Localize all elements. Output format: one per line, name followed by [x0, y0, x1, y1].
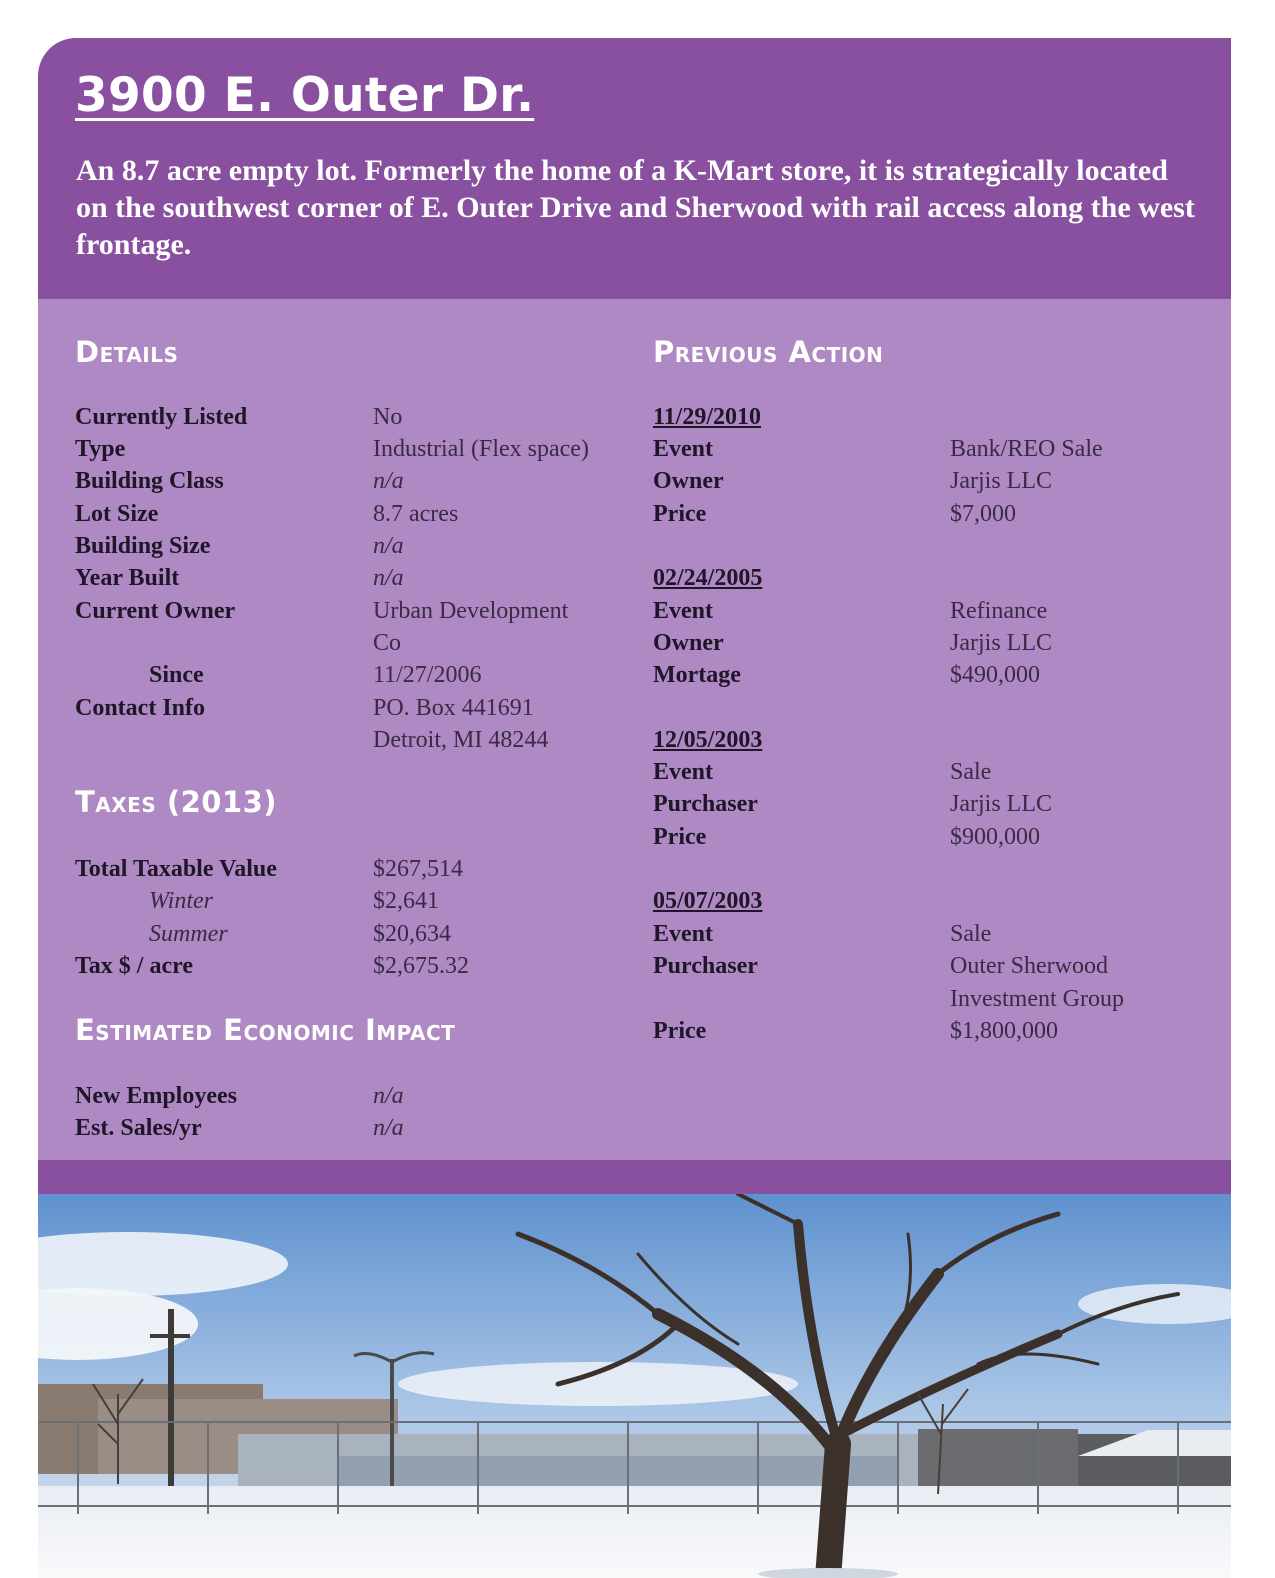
event-label: Owner — [653, 630, 724, 656]
details-value: PO. Box 441691 — [373, 695, 534, 721]
taxes-value: $20,634 — [373, 921, 451, 947]
header-panel — [38, 38, 1231, 299]
event-label: Price — [653, 1018, 707, 1044]
details-label: Year Built — [75, 565, 180, 591]
event-date: 11/29/2010 — [653, 404, 762, 430]
event-label: Price — [653, 824, 707, 850]
event-value: Sale — [950, 921, 992, 947]
event-date: 12/05/2003 — [653, 727, 763, 753]
taxes-label: Total Taxable Value — [75, 856, 277, 882]
details-heading: Details — [75, 335, 179, 369]
property-description: An 8.7 acre empty lot. Formerly the home of a K-Mart store, it is strategically located on the southwest corner of E. Outer Drive and Sherwood with rail access along the west frontage. — [76, 154, 1195, 261]
impact-label: New Employees — [75, 1083, 237, 1109]
details-label: Lot Size — [75, 501, 159, 527]
details-value: No — [373, 404, 403, 430]
event-label: Event — [653, 436, 713, 462]
event-label: Purchaser — [653, 791, 758, 817]
details-panel — [38, 299, 1231, 1160]
details-value: 8.7 acres — [373, 501, 459, 527]
details-value: 11/27/2006 — [373, 662, 482, 688]
event-value: Refinance — [950, 598, 1048, 624]
taxes-value: $2,641 — [373, 888, 439, 914]
event-value: Jarjis LLC — [950, 791, 1052, 817]
event-label: Mortage — [653, 662, 741, 688]
event-label: Event — [653, 921, 713, 947]
event-date: 05/07/2003 — [653, 888, 763, 914]
details-value-continued: Detroit, MI 48244 — [373, 727, 549, 753]
taxes-heading: Taxes (2013) — [75, 785, 278, 819]
details-label: Currently Listed — [75, 404, 248, 430]
event-value: Jarjis LLC — [950, 630, 1052, 656]
previous-action-heading: Previous Action — [653, 335, 884, 369]
event-value: Bank/REO Sale — [950, 436, 1103, 462]
event-value: Sale — [950, 759, 992, 785]
details-value: n/a — [373, 533, 404, 559]
details-label: Type — [75, 436, 126, 462]
event-label: Purchaser — [653, 953, 758, 979]
event-value: $7,000 — [950, 501, 1016, 527]
event-value: Jarjis LLC — [950, 468, 1052, 494]
property-card — [38, 38, 1231, 1578]
taxes-value: $2,675.32 — [373, 953, 469, 979]
details-value: n/a — [373, 565, 404, 591]
impact-label: Est. Sales/yr — [75, 1115, 202, 1141]
details-value: Industrial (Flex space) — [373, 436, 589, 462]
event-value: $900,000 — [950, 824, 1040, 850]
details-label: Contact Info — [75, 695, 205, 721]
taxes-label: Summer — [149, 921, 228, 947]
event-value: Outer Sherwood — [950, 953, 1108, 979]
property-title: 3900 E. Outer Dr. — [75, 68, 535, 123]
details-label: Current Owner — [75, 598, 236, 624]
event-label: Event — [653, 759, 713, 785]
details-label: Since — [149, 662, 204, 688]
taxes-label: Tax $ / acre — [75, 953, 193, 979]
details-label: Building Size — [75, 533, 211, 559]
event-date: 02/24/2005 — [653, 565, 763, 591]
event-value-continued: Investment Group — [950, 986, 1124, 1012]
details-value: Urban Development — [373, 598, 569, 624]
taxes-value: $267,514 — [373, 856, 463, 882]
event-label: Price — [653, 501, 707, 527]
impact-heading: Estimated Economic Impact — [75, 1013, 456, 1047]
divider-band — [38, 1160, 1231, 1194]
impact-value: n/a — [373, 1083, 404, 1109]
impact-value: n/a — [373, 1115, 404, 1141]
details-value: n/a — [373, 468, 404, 494]
details-value-continued: Co — [373, 630, 402, 656]
taxes-label: Winter — [149, 888, 213, 914]
details-label: Building Class — [75, 468, 224, 494]
event-label: Owner — [653, 468, 724, 494]
event-value: $1,800,000 — [950, 1018, 1058, 1044]
event-value: $490,000 — [950, 662, 1040, 688]
property-photo — [38, 1194, 1231, 1578]
event-label: Event — [653, 598, 713, 624]
